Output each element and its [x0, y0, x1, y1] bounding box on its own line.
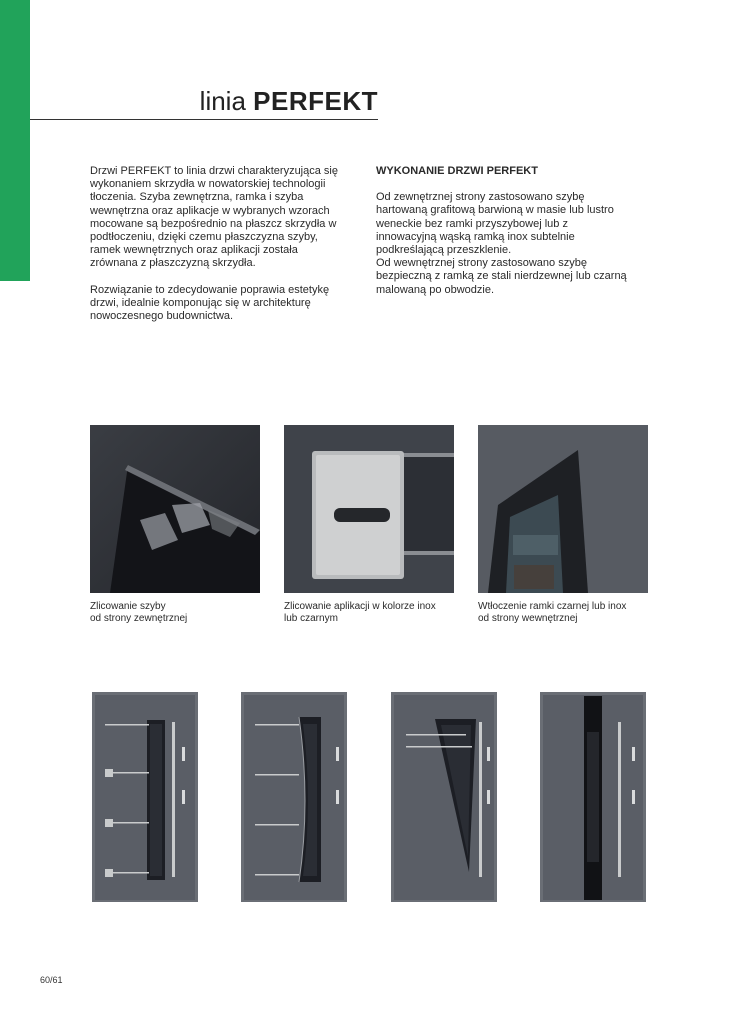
door-model-1: [92, 692, 198, 902]
photo-caption-2: Zlicowanie aplikacji w kolorze inox lub czarnym: [284, 601, 436, 624]
photo-caption-3: Wtłoczenie ramki czarnej lub inox od strony wewnętrznej: [478, 601, 627, 624]
intro-paragraph-1: Drzwi PERFEKT to linia drzwi charakteryzująca się wykonaniem skrzydła w nowatorskiej technologii tłoczenia. Szyba zewnętrzna, ramka i szyba wewnętrzna oraz aplikacje w wybranych wzorach mocowane są bezpośrednio na płaszcz skrzydła w podtłoczeniu, dzięki czemu płaszczyzna szyby, ramek wewnętrznych oraz aplikacji została zrównana z płaszczyzną skrzydła.: [90, 165, 338, 270]
title-light: linia: [199, 86, 254, 116]
intro-column: [90, 165, 360, 323]
execution-column: [376, 165, 666, 297]
door-model-2: [241, 692, 347, 902]
page-title: [0, 86, 378, 117]
photo-black-frame: [478, 425, 648, 593]
photo-glass-flush: [90, 425, 260, 593]
photo-caption-1: Zlicowanie szyby od strony zewnętrznej: [90, 601, 188, 624]
title-bold: PERFEKT: [253, 86, 378, 116]
execution-heading: WYKONANIE DRZWI PERFEKT: [376, 165, 538, 177]
green-accent-bar: [0, 0, 30, 281]
page-number: 60/61: [40, 975, 63, 985]
photo-inox-application: [284, 425, 454, 593]
door-model-3: [391, 692, 497, 902]
execution-paragraph: Od zewnętrznej strony zastosowano szybę hartowaną grafitową barwioną w masie lub lustro weneckie bez ramki przyszybowej lub z innowacyjną wąską ramką inox subtelnie podkreślającą przeszklenie. Od wewnętrznej strony zastosowano szybę bezpieczną z ramką ze stali nierdzewnej lub czarną malowaną po obwodzie.: [376, 191, 627, 296]
intro-paragraph-2: Rozwiązanie to zdecydowanie poprawia estetykę drzwi, idealnie komponując się w architekturę nowoczesnego budownictwa.: [90, 283, 330, 323]
door-model-4: [540, 692, 646, 902]
title-underline: [30, 119, 378, 120]
